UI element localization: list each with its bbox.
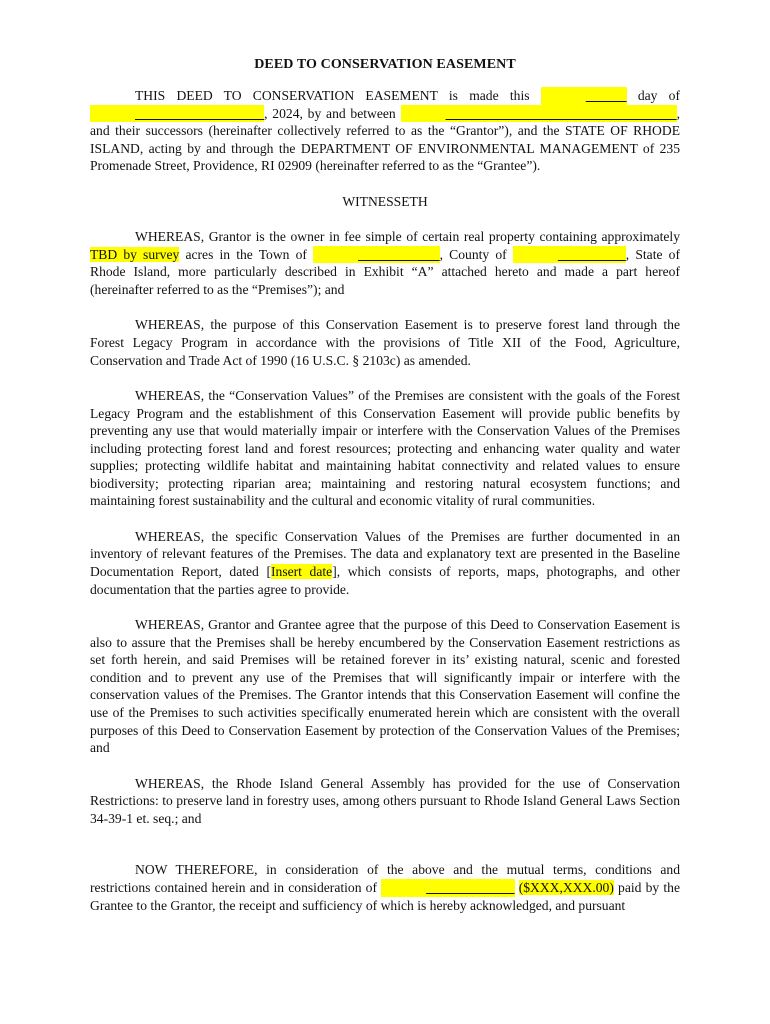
whereas-assembly-paragraph: WHEREAS, the Rhode Island General Assembly has provided for the use of Conservation Restrictions: to preserve land in forestry uses, among others pursuant to Rhode Island General Laws Section 34-39-1 et. seq.; and	[90, 775, 680, 826]
grantor-grantee-text: and their successors (hereinafter collectively referred to as the “Grantor”), and the STATE OF RHODE ISLAND, acting by and through the DEPARTMENT OF ENVIRONMENTAL MANAGEMENT of 235 Promenade Street, Providence, RI 02909 (hereinafter referred to as the “Grantee”).	[90, 123, 680, 174]
baseline-text-a: WHEREAS, the specific Conservation Values of the Premises are further documented in an inventory of relevant features of the Premises. The data and explanatory text are presented in the Baseline Documentation Report, dated [	[90, 528, 680, 580]
comma-text: ,	[625, 246, 630, 262]
whereas-agreement-paragraph: WHEREAS, Grantor and Grantee agree that the purpose of this Deed to Conservation Easement is also to assure that the Premises shall be hereby encumbered by the Conservation Easement restrictions as set forth herein, and said Premises will be retained forever in its’ existing natural, scenic and forested condition and to prevent any use of the Premises that will significantly impair or interfere with the conservation values of the Premises. The Grantor intends that this Conservation Easement will confine the use of the Premises to such activities specifically enumerated herein which are consistent with the overall purposes of this Deed to Conservation Easement by protection of the Conservation Values of the Premises; and	[90, 617, 680, 756]
premises-text-a: WHEREAS, Grantor is the owner in fee simple of certain real property containing approximately	[135, 229, 680, 245]
amount-blank-field[interactable]	[381, 879, 514, 897]
month-blank-field[interactable]	[90, 105, 264, 123]
year-text: , 2024, by and between	[264, 105, 396, 121]
now-therefore-paragraph	[90, 861, 680, 914]
amount-field[interactable]: ($XXX,XXX.00)	[518, 879, 614, 895]
whereas-baseline-paragraph	[90, 528, 680, 598]
premises-text-e: State of Rhode Island, more particularly described in Exhibit “A” attached hereto and made a part hereof (hereinafter referred to as the “Premises”); and	[90, 246, 680, 297]
witnesseth-heading: WITNESSETH	[342, 193, 428, 209]
consideration-text: NOW THEREFORE, in consideration of the above and the mutual terms, conditions and restrictions contained herein and in consideration of	[90, 862, 680, 895]
whereas-premises-paragraph	[90, 228, 680, 298]
premises-text-b: acres in the Town of	[185, 246, 307, 262]
grantor-blank-field[interactable]	[401, 105, 677, 123]
whereas-purpose-paragraph: WHEREAS, the purpose of this Conservation Easement is to preserve forest land through the Forest Legacy Program in accordance with the provisions of Title XII of the Food, Agriculture, Conservation and Trade Act of 1990 (16 U.S.C. § 2103c) as amended.	[90, 317, 680, 368]
county-blank-field[interactable]	[513, 246, 626, 264]
insert-date-field[interactable]: Insert date	[271, 564, 333, 580]
town-blank-field[interactable]	[313, 246, 440, 264]
whereas-conservation-values-paragraph: WHEREAS, the “Conservation Values” of the Premises are consistent with the goals of the Forest Legacy Program and the establishment of this Conservation Easement will provide public benefits by preventing any use that would materially impair or interfere with the Conservation Values of the Premises including protecting forest land and forest resources; protecting and enhancing water quality and water supplies; protecting wildlife habitat and maintaining habitat connectivity and related values to ensure biodiversity; protecting riparian area; maintaining and restoring natural ecosystem functions; and maintaining forest sustainability and the cultural and economic vitality of rural communities.	[90, 387, 680, 509]
baseline-text-b: ], which consists of reports, maps, photographs, and other documentation that the parties agree to provide.	[90, 564, 680, 597]
opening-text: THIS DEED TO CONSERVATION EASEMENT is made this	[135, 88, 530, 103]
document-title: DEED TO CONSERVATION EASEMENT	[254, 57, 516, 72]
county-text: , County of	[439, 246, 507, 262]
tbd-survey-field[interactable]: TBD by survey	[90, 246, 180, 262]
payment-text: paid by the Grantee to the Grantor, the receipt and sufficiency of which is hereby acknowledged, and pursuant	[90, 879, 680, 913]
comma-text: ,	[676, 105, 680, 121]
day-of-text: day of	[637, 88, 681, 103]
opening-paragraph	[90, 87, 680, 175]
day-blank-field[interactable]	[541, 87, 627, 105]
